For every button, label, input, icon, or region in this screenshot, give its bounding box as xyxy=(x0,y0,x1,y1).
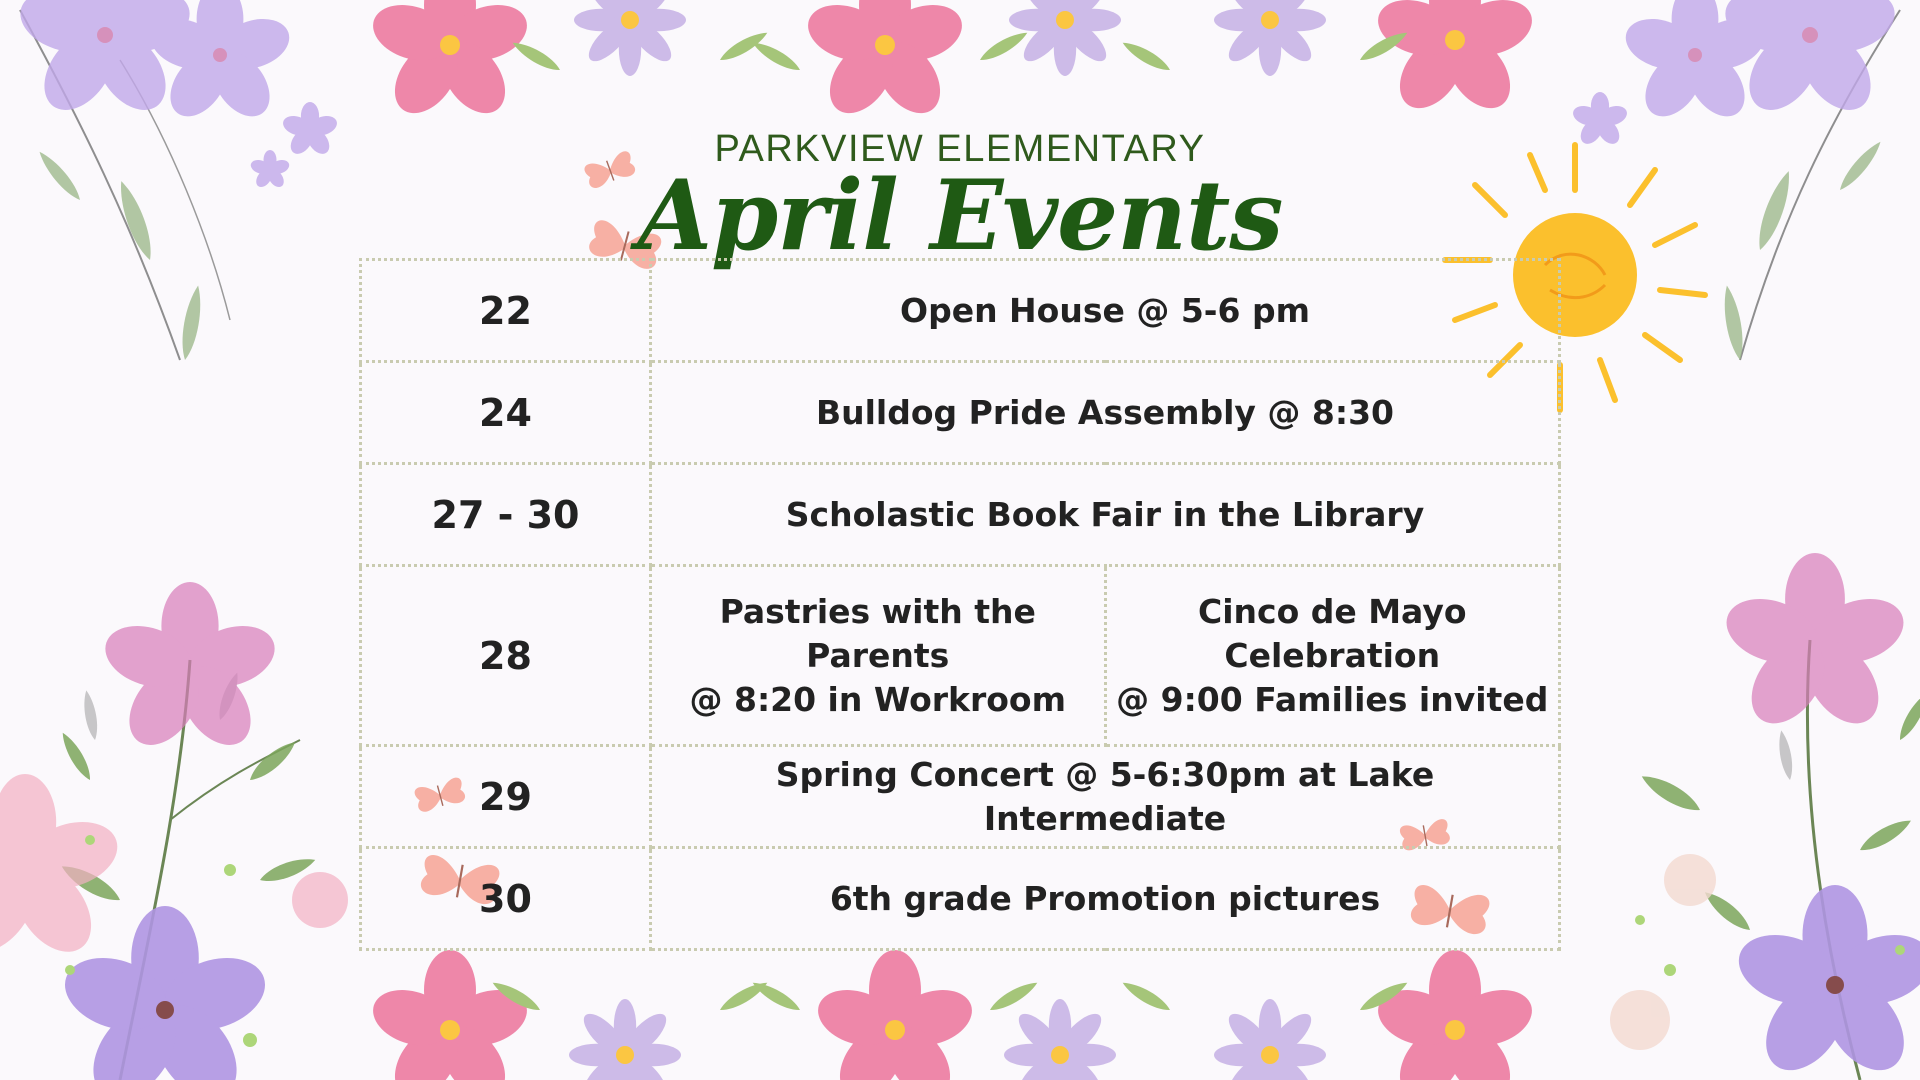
school-name: PARKVIEW ELEMENTARY xyxy=(714,128,1206,170)
bottom-left-flowers xyxy=(0,582,348,1080)
event-line: Cinco de Mayo Celebration xyxy=(1197,591,1467,675)
top-left-flowers xyxy=(12,0,339,361)
table-row xyxy=(361,848,1560,950)
table-row xyxy=(361,566,1560,746)
event-date: 28 xyxy=(361,566,651,746)
event-line: Pastries with the Parents xyxy=(719,591,1036,675)
event-line: @ 8:20 in Workroom xyxy=(689,679,1066,719)
bottom-garland xyxy=(366,950,1539,1080)
events-table xyxy=(359,258,1561,951)
bottom-right-flowers xyxy=(1610,553,1920,1080)
event-description: Bulldog Pride Assembly @ 8:30 xyxy=(651,362,1560,464)
event-line: @ 9:00 Families invited xyxy=(1116,679,1549,719)
event-date: 29 xyxy=(361,746,651,848)
event-description: Open House @ 5-6 pm xyxy=(651,260,1560,362)
event-description-right xyxy=(1105,566,1560,746)
table-row xyxy=(361,464,1560,566)
event-date: 24 xyxy=(361,362,651,464)
event-description-left xyxy=(651,566,1106,746)
event-description: Scholastic Book Fair in the Library xyxy=(651,464,1560,566)
table-row xyxy=(361,362,1560,464)
event-date: 22 xyxy=(361,260,651,362)
event-date: 30 xyxy=(361,848,651,950)
page-title: April Events xyxy=(637,159,1283,272)
event-description: Spring Concert @ 5-6:30pm at Lake Intermediate xyxy=(651,746,1560,848)
event-description: 6th grade Promotion pictures xyxy=(651,848,1560,950)
table-row xyxy=(361,746,1560,848)
top-garland xyxy=(366,0,1539,125)
table-row xyxy=(361,260,1560,362)
event-date: 27 - 30 xyxy=(361,464,651,566)
